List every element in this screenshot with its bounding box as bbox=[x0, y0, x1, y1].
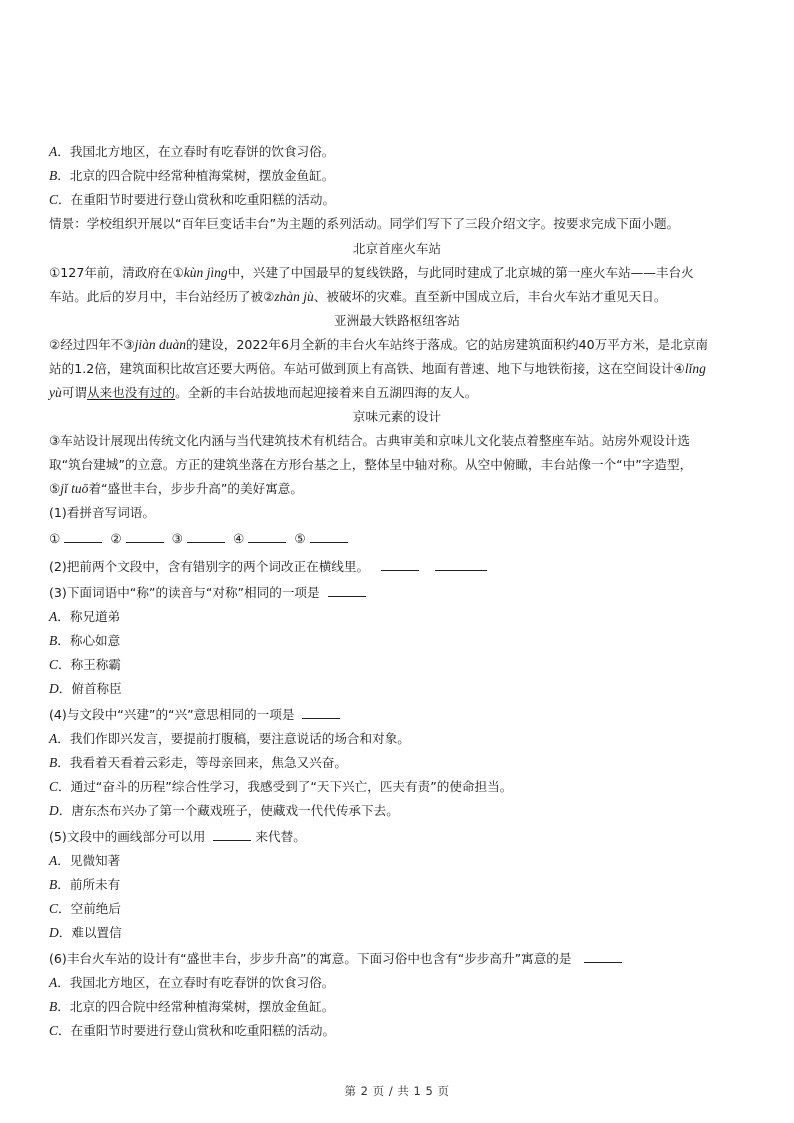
passage-2-line-2: 站的1.2倍，建筑面积比故宫还要大两倍。车站可做到顶上有高铁、地面有普速、地下与地铁衔接，这在空间设计④lǐng bbox=[49, 361, 706, 376]
passage-3-line-2: 取“筑台建城”的立意。方正的建筑坐落在方形台基之上，整体呈中轴对称。从空中俯瞰，丰台站像一个“中”字造型， bbox=[49, 457, 693, 472]
answer-blank-3[interactable] bbox=[187, 530, 225, 543]
section-title-2: 亚洲最大铁路枢纽客站 bbox=[334, 313, 460, 328]
passage-2-line-1: ②经过四年不③jiàn duàn的建设，2022年6月全新的丰台火车站终于落成。它的站房建筑面积约40万平方米，是北京南 bbox=[49, 337, 709, 352]
page-footer: 第 2 页 / 共 1 5 页 bbox=[344, 1084, 450, 1098]
underlined-phrase: 从来也没有过的 bbox=[86, 385, 176, 400]
answer-blank-q4[interactable] bbox=[302, 706, 340, 719]
passage-2-line-3: yù可谓从来也没有过的。全新的丰台站拔地而起迎接着来自五湖四海的友人。 bbox=[49, 385, 478, 400]
q3-option-d: D．俯首称臣 bbox=[49, 681, 122, 696]
section-title-3: 京味元素的设计 bbox=[352, 409, 442, 424]
passage-1-line-1: ①127年前，清政府在①kùn jìng中，兴建了中国最早的复线铁路，与此同时建成了北京城的第一座火车站——丰台火 bbox=[49, 265, 694, 280]
q6-option-a: A．我国北方地区，在立春时有吃春饼的饮食习俗。 bbox=[49, 975, 335, 990]
q6-option-c: C．在重阳节时要进行登山赏秋和吃重阳糕的活动。 bbox=[49, 1023, 336, 1038]
passage-1-line-2: 车站。此后的岁月中，丰台站经历了被②zhàn jù、被破坏的灾难。直至新中国成立后，丰台火车站才重见天日。 bbox=[49, 289, 667, 304]
option-a: A．我国北方地区，在立春时有吃春饼的饮食习俗。 bbox=[49, 144, 335, 159]
q3-option-a: A．称兄道弟 bbox=[49, 609, 121, 624]
section-title-1: 北京首座火车站 bbox=[352, 241, 442, 256]
q4-option-d: D．唐东杰布兴办了第一个藏戏班子，使藏戏一代代传承下去。 bbox=[49, 803, 399, 818]
passage-3-line-1: ③车站设计展现出传统文化内涵与当代建筑技术有机结合。古典审美和京味儿文化装点着整座车站。站房外观设计选 bbox=[49, 433, 690, 448]
option-b: B．北京的四合院中经常种植海棠树，摆放金鱼缸。 bbox=[49, 168, 335, 183]
q6-option-b: B．北京的四合院中经常种植海棠树，摆放金鱼缸。 bbox=[49, 999, 335, 1014]
option-c: C．在重阳节时要进行登山赏秋和吃重阳糕的活动。 bbox=[49, 192, 336, 207]
question-4: (4)与文段中“兴建”的“兴”意思相同的一项是 bbox=[49, 706, 754, 724]
q4-option-c: C．通过“奋斗的历程”综合性学习，我感受到了“天下兴亡，匹夫有责”的使命担当。 bbox=[49, 779, 513, 794]
answer-blank-q2-b[interactable] bbox=[435, 558, 487, 571]
answer-blank-q2-a[interactable] bbox=[381, 558, 419, 571]
q4-option-a: A．我们作即兴发言，要提前打腹稿，要注意说话的场合和对象。 bbox=[49, 731, 410, 746]
answer-blank-4[interactable] bbox=[248, 530, 286, 543]
answer-blank-5[interactable] bbox=[310, 530, 348, 543]
answer-blank-2[interactable] bbox=[126, 530, 164, 543]
answer-blank-q5[interactable] bbox=[213, 828, 251, 841]
q3-option-b: B．称心如意 bbox=[49, 633, 121, 648]
passage-3-line-3: ⑤jǐ tuō着“盛世丰台，步步升高”的美好寓意。 bbox=[49, 481, 303, 496]
q4-option-b: B．我看着天看着云彩走，等母亲回来，焦急又兴奋。 bbox=[49, 755, 347, 770]
q3-option-c: C．称王称霸 bbox=[49, 657, 121, 672]
q5-option-d: D．难以置信 bbox=[49, 925, 122, 940]
question-1: (1)看拼音写词语。 bbox=[49, 505, 155, 520]
answer-blank-q3[interactable] bbox=[328, 584, 366, 597]
answer-blank-1[interactable] bbox=[64, 530, 102, 543]
q1-answer-row: ① ② ③ ④ ⑤ bbox=[49, 530, 754, 548]
question-6: (6)丰台火车站的设计有“盛世丰台，步步升高”的寓意。下面习俗中也含有“步步高升”寓意的是 bbox=[49, 950, 754, 968]
question-5: (5)文段中的画线部分可以用 来代替。 bbox=[49, 829, 306, 844]
q5-option-c: C．空前绝后 bbox=[49, 901, 121, 916]
scenario-intro: 情景：学校组织开展以“百年巨变话丰台”为主题的系列活动。同学们写下了三段介绍文字。按要求完成下面小题。 bbox=[49, 216, 680, 231]
question-3: (3)下面词语中“称”的读音与“对称”相同的一项是 bbox=[49, 584, 754, 602]
q5-option-a: A．见微知著 bbox=[49, 853, 121, 868]
q5-option-b: B．前所未有 bbox=[49, 877, 121, 892]
answer-blank-q6[interactable] bbox=[584, 950, 622, 963]
question-2: (2)把前两个文段中，含有错别字的两个词改正在横线里。 bbox=[49, 558, 754, 576]
